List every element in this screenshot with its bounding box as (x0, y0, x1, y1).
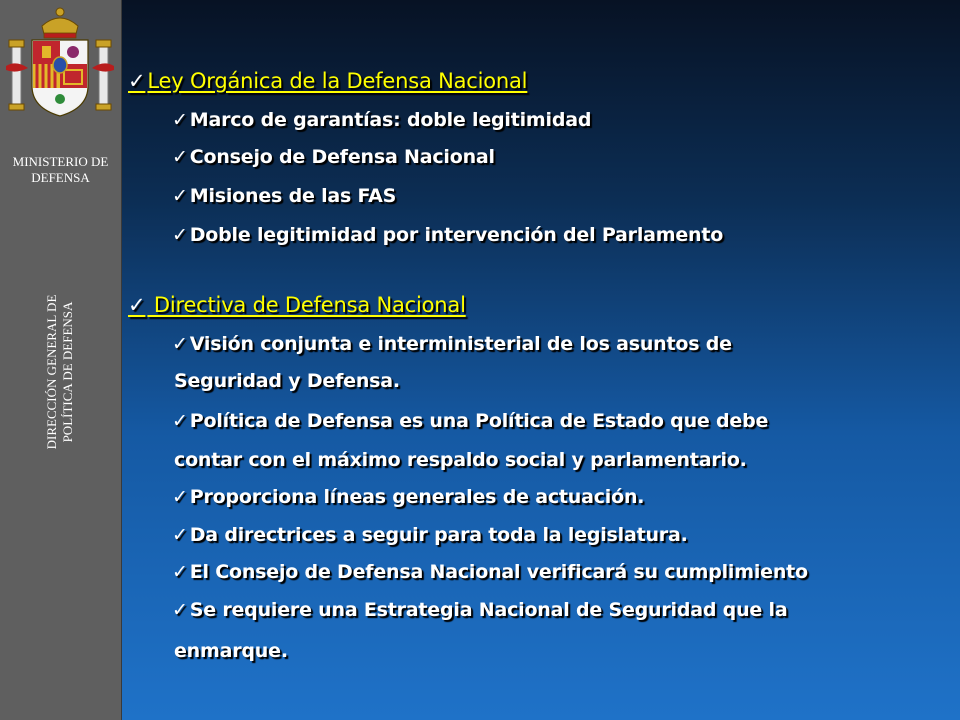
checkmark-icon: ✓ (172, 146, 188, 168)
list-item-text: Consejo de Defensa Nacional (189, 146, 495, 168)
section-heading-ley (128, 69, 527, 93)
checkmark-icon: ✓ (172, 410, 188, 432)
list-item (172, 561, 808, 583)
list-item-continuation: enmarque. (174, 640, 288, 662)
directorate-line-2: POLÍTICA DE DEFENSA (60, 301, 75, 443)
ministry-name: MINISTERIO DE DEFENSA (12, 154, 109, 185)
list-item (172, 185, 396, 207)
list-item (172, 224, 723, 246)
list-item (172, 486, 644, 508)
list-item-text: Doble legitimidad por intervención del Parlamento (189, 224, 724, 246)
list-item-text: Proporciona líneas generales de actuación. (189, 486, 645, 508)
list-item (172, 410, 768, 432)
sidebar (0, 0, 122, 720)
list-item-text: Misiones de las FAS (189, 185, 397, 207)
checkmark-icon: ✓ (172, 185, 188, 207)
list-item-text: Marco de garantías: doble legitimidad (189, 109, 592, 131)
checkmark-icon: ✓ (172, 561, 188, 583)
list-item-text: Da directrices a seguir para toda la legislatura. (189, 524, 688, 546)
list-item (172, 146, 495, 168)
list-item (172, 599, 787, 621)
section-heading-text: Ley Orgánica de la Defensa Nacional (147, 69, 528, 93)
list-item-text: El Consejo de Defensa Nacional verificará su cumplimiento (189, 561, 808, 583)
list-item-continuation: contar con el máximo respaldo social y parlamentario. (174, 449, 747, 471)
list-item-text: Visión conjunta e interministerial de los asuntos de (189, 333, 732, 355)
list-item-text: Se requiere una Estrategia Nacional de Seguridad que la (189, 599, 788, 621)
section-heading-text: Directiva de Defensa Nacional (147, 293, 466, 317)
directorate-line-1: DIRECCIÓN GENERAL DE (44, 294, 59, 450)
checkmark-icon: ✓ (172, 109, 188, 131)
coat-of-arms-logo (4, 4, 116, 128)
checkmark-icon: ✓ (172, 333, 188, 355)
checkmark-icon: ✓ (172, 599, 188, 621)
directorate-name (44, 227, 76, 517)
list-item-text: Política de Defensa es una Política de Estado que debe (189, 410, 769, 432)
list-item-continuation: Seguridad y Defensa. (174, 370, 400, 392)
checkmark-icon: ✓ (172, 486, 188, 508)
list-item (172, 109, 591, 131)
checkmark-icon: ✓ (128, 293, 146, 317)
checkmark-icon: ✓ (172, 224, 188, 246)
checkmark-icon: ✓ (172, 524, 188, 546)
checkmark-icon: ✓ (128, 69, 146, 93)
list-item (172, 524, 688, 546)
list-item (172, 333, 732, 355)
slide-content (122, 0, 960, 720)
section-heading-directiva (128, 293, 466, 317)
